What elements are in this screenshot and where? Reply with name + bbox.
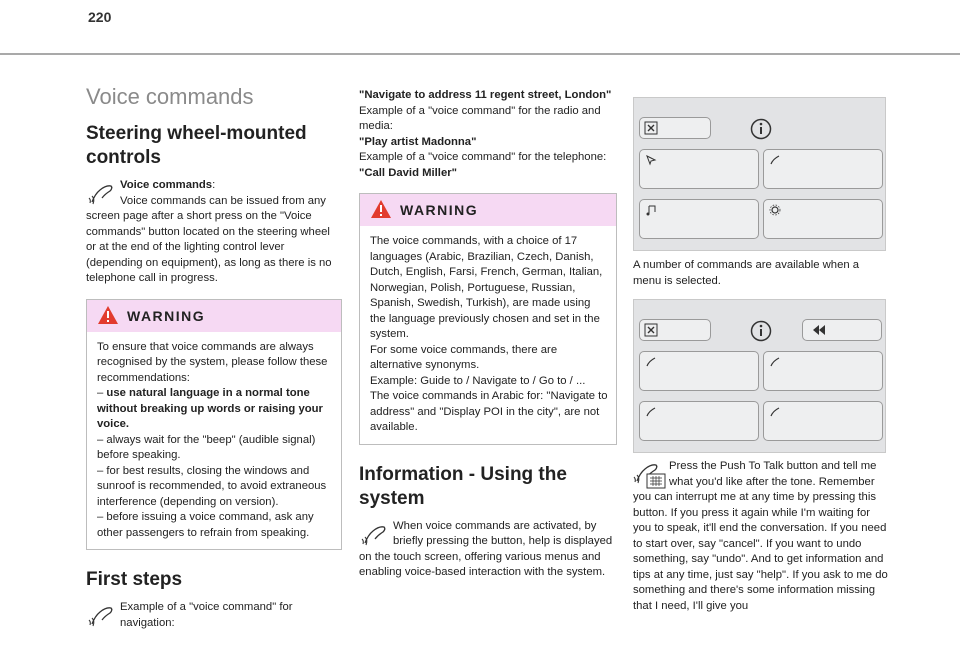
telephone-icon (645, 406, 657, 418)
header-rule (0, 53, 960, 55)
warning-label-1: WARNING (127, 307, 206, 324)
page-title: Voice commands (86, 84, 254, 109)
settings-gear-icon (769, 204, 781, 216)
warning-body-2 (360, 226, 616, 444)
voice-commands-colon: : (212, 179, 216, 191)
column-left (86, 80, 342, 631)
example-radio-text: Example of a "voice command" for the radio and media: (359, 104, 601, 132)
push-to-talk-text: Press the Push To Talk button and tell me what you'd like after the tone. Remember you can interrupt me at any time by pressing this button. If you press it again while I'm waiting for you to speak, it'll end the conversation. If you need to start over, say "cancel". If you want to undo something, say "undo". And to get information and tips at any time, just say "help". If you ask to me do something and there's some information missing that I need, I'll give you (633, 460, 888, 612)
command-example-radio: "Play artist Madonna" (359, 135, 477, 148)
warning-label-2: WARNING (400, 202, 479, 218)
first-steps-paragraph (86, 600, 342, 631)
info-icon (750, 320, 772, 342)
warning-bullet-3: – for best results, closing the windows and sunroof is recommended, to avoid extraneous interference (depending on version). (97, 464, 327, 508)
warning-bullet-2: – always wait for the "beep" (audible signal) before speaking. (97, 433, 316, 461)
screen-tile-option-4 (763, 401, 883, 441)
warning-header-2 (360, 194, 616, 226)
telephone-icon (645, 356, 657, 368)
info-icon (750, 118, 772, 140)
screen-tile-media (639, 199, 759, 239)
warning-arabic: The voice commands in Arabic for: "Navigate to address" and "Display POI in the city", are not available. (370, 390, 608, 433)
warning-triangle-icon (97, 305, 119, 325)
heading-information: Information - Using the system (359, 463, 567, 509)
information-paragraph (359, 519, 617, 581)
back-rewind-icon (811, 324, 827, 336)
warning-body-1 (87, 332, 341, 550)
menu-screen-illustration-1 (633, 97, 886, 251)
warning-header-1 (87, 300, 341, 332)
voice-commands-paragraph (86, 178, 342, 287)
screen-tile-option-2 (763, 351, 883, 391)
warning-box-1 (86, 299, 342, 551)
voice-command-icon (86, 602, 116, 628)
screen-tile-top-left (639, 319, 711, 341)
warning-example: Example: Guide to / Navigate to / Go to / ... (370, 374, 586, 387)
column-right (633, 97, 888, 614)
warning-intro: To ensure that voice commands are always recognised by the system, please follow these recommendations: (97, 340, 328, 384)
cancel-icon (644, 323, 658, 337)
voice-commands-label: Voice commands (120, 179, 213, 191)
telephone-icon (769, 356, 781, 368)
telephone-icon (769, 406, 781, 418)
screen-tile-navigation (639, 149, 759, 189)
example-telephone-text: Example of a "voice command" for the telephone: (359, 151, 607, 163)
warning-bullet-1-text: use natural language in a normal tone without breaking up words or raising your voice. (97, 387, 323, 430)
command-example-navigation: "Navigate to address 11 regent street, London" (359, 89, 612, 101)
push-to-talk-paragraph (633, 459, 888, 614)
bullet-dash: – (97, 387, 107, 399)
navigation-arrow-icon (645, 154, 657, 166)
warning-triangle-icon (370, 199, 392, 219)
screen-tile-telephone (763, 149, 883, 189)
warning-bullet-4: – before issuing a voice command, ask any other passengers to refrain from speaking. (97, 511, 314, 539)
screen-tile-top-left (639, 117, 711, 139)
push-to-talk-icon (633, 461, 667, 489)
screen-tile-back (802, 319, 882, 341)
warning-box-2 (359, 193, 617, 445)
voice-command-icon (359, 521, 389, 547)
voice-command-icon (86, 180, 116, 206)
first-steps-text: Example of a "voice command" for navigation: (120, 601, 293, 629)
warning-bullet-1 (97, 386, 333, 433)
column-middle (359, 88, 617, 581)
warning-languages: The voice commands, with a choice of 17 languages (Arabic, Brazilian, Czech, Danish, Dutch, English, Farsi, French, German, Italian, Norwegian, Polish, Portuguese, Russian, Spanish, Swedish, Turkish), are made using the language previously chosen and set in the system. (370, 235, 603, 340)
cancel-icon (644, 121, 658, 135)
heading-first-steps: First steps (86, 569, 183, 590)
command-example-telephone: "Call David Miller" (359, 166, 457, 179)
page-number: 220 (88, 9, 112, 25)
menu-commands-caption: A number of commands are available when a menu is selected. (633, 259, 860, 287)
telephone-icon (769, 154, 781, 166)
screen-tile-option-1 (639, 351, 759, 391)
heading-steering-controls: Steering wheel-mounted controls (86, 123, 307, 168)
information-text: When voice commands are activated, by briefly pressing the button, help is displayed on the touch screen, offering various menus and enabling voice-based interaction with the system. (359, 519, 613, 578)
menu-screen-illustration-2 (633, 299, 886, 453)
voice-commands-text: Voice commands can be issued from any screen page after a short press on the "Voice commands" button located on the steering wheel or at the end of the lighting control lever (depending on equipment), as long as there is no telephone call in progress. (86, 194, 332, 284)
warning-synonyms: For some voice commands, there are alternative synonyms. (370, 343, 558, 371)
music-note-icon (645, 204, 657, 216)
screen-tile-option-3 (639, 401, 759, 441)
screen-tile-settings (763, 199, 883, 239)
